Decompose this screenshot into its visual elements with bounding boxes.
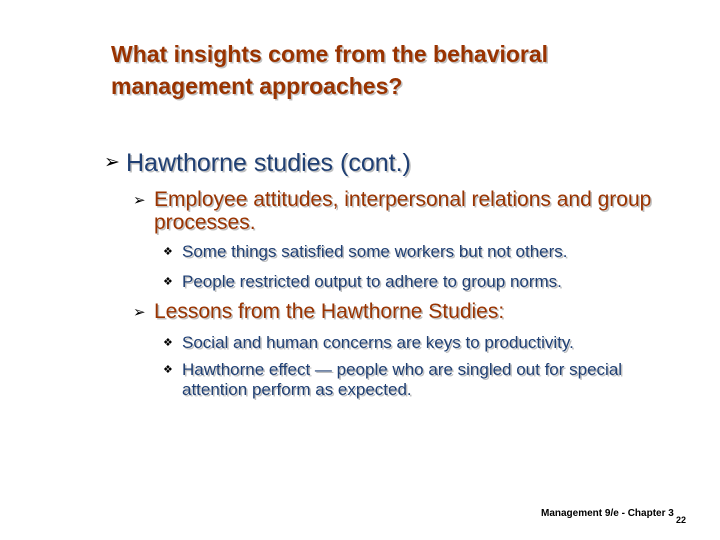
page-number: 22 [676, 515, 687, 525]
slide-title-line-1: What insights come from the behavioral [111, 41, 549, 67]
bullet-text: Hawthorne studies (cont.) [126, 149, 411, 177]
bullet-text: Employee attitudes, interpersonal relations and group processes. [154, 188, 652, 234]
slide-title [111, 38, 671, 102]
diamond-bullet-icon: ❖ [163, 246, 173, 258]
slide-title-line-2: management approaches? [111, 73, 403, 99]
arrow-bullet-icon: ➢ [133, 192, 146, 209]
diamond-bullet-icon: ❖ [163, 276, 173, 288]
bullet-level2-lessons [133, 300, 664, 326]
slide-footer: Management 9/e - Chapter 3 [541, 508, 674, 519]
arrow-bullet-icon: ➢ [104, 152, 120, 173]
bullet-text: Hawthorne effect — people who are singled out for special attention perform as expected. [182, 360, 623, 399]
diamond-bullet-icon: ❖ [163, 364, 173, 376]
bullet-text: Some things satisfied some workers but not others. [182, 242, 568, 261]
bullet-level3-social-human-concerns [163, 333, 662, 353]
bullet-text: People restricted output to adhere to group norms. [182, 272, 562, 291]
bullet-text: Social and human concerns are keys to productivity. [182, 333, 574, 352]
bullet-level3-hawthorne-effect [163, 360, 662, 400]
bullet-text: Lessons from the Hawthorne Studies: [154, 300, 505, 323]
diamond-bullet-icon: ❖ [163, 337, 173, 349]
bullet-level3-some-things-satisfied [163, 242, 662, 262]
bullet-level3-people-restricted-output [163, 272, 662, 292]
bullet-level2-employee-attitudes [133, 188, 664, 234]
arrow-bullet-icon: ➢ [133, 304, 146, 321]
bullet-level1-hawthorne-studies [104, 147, 411, 179]
